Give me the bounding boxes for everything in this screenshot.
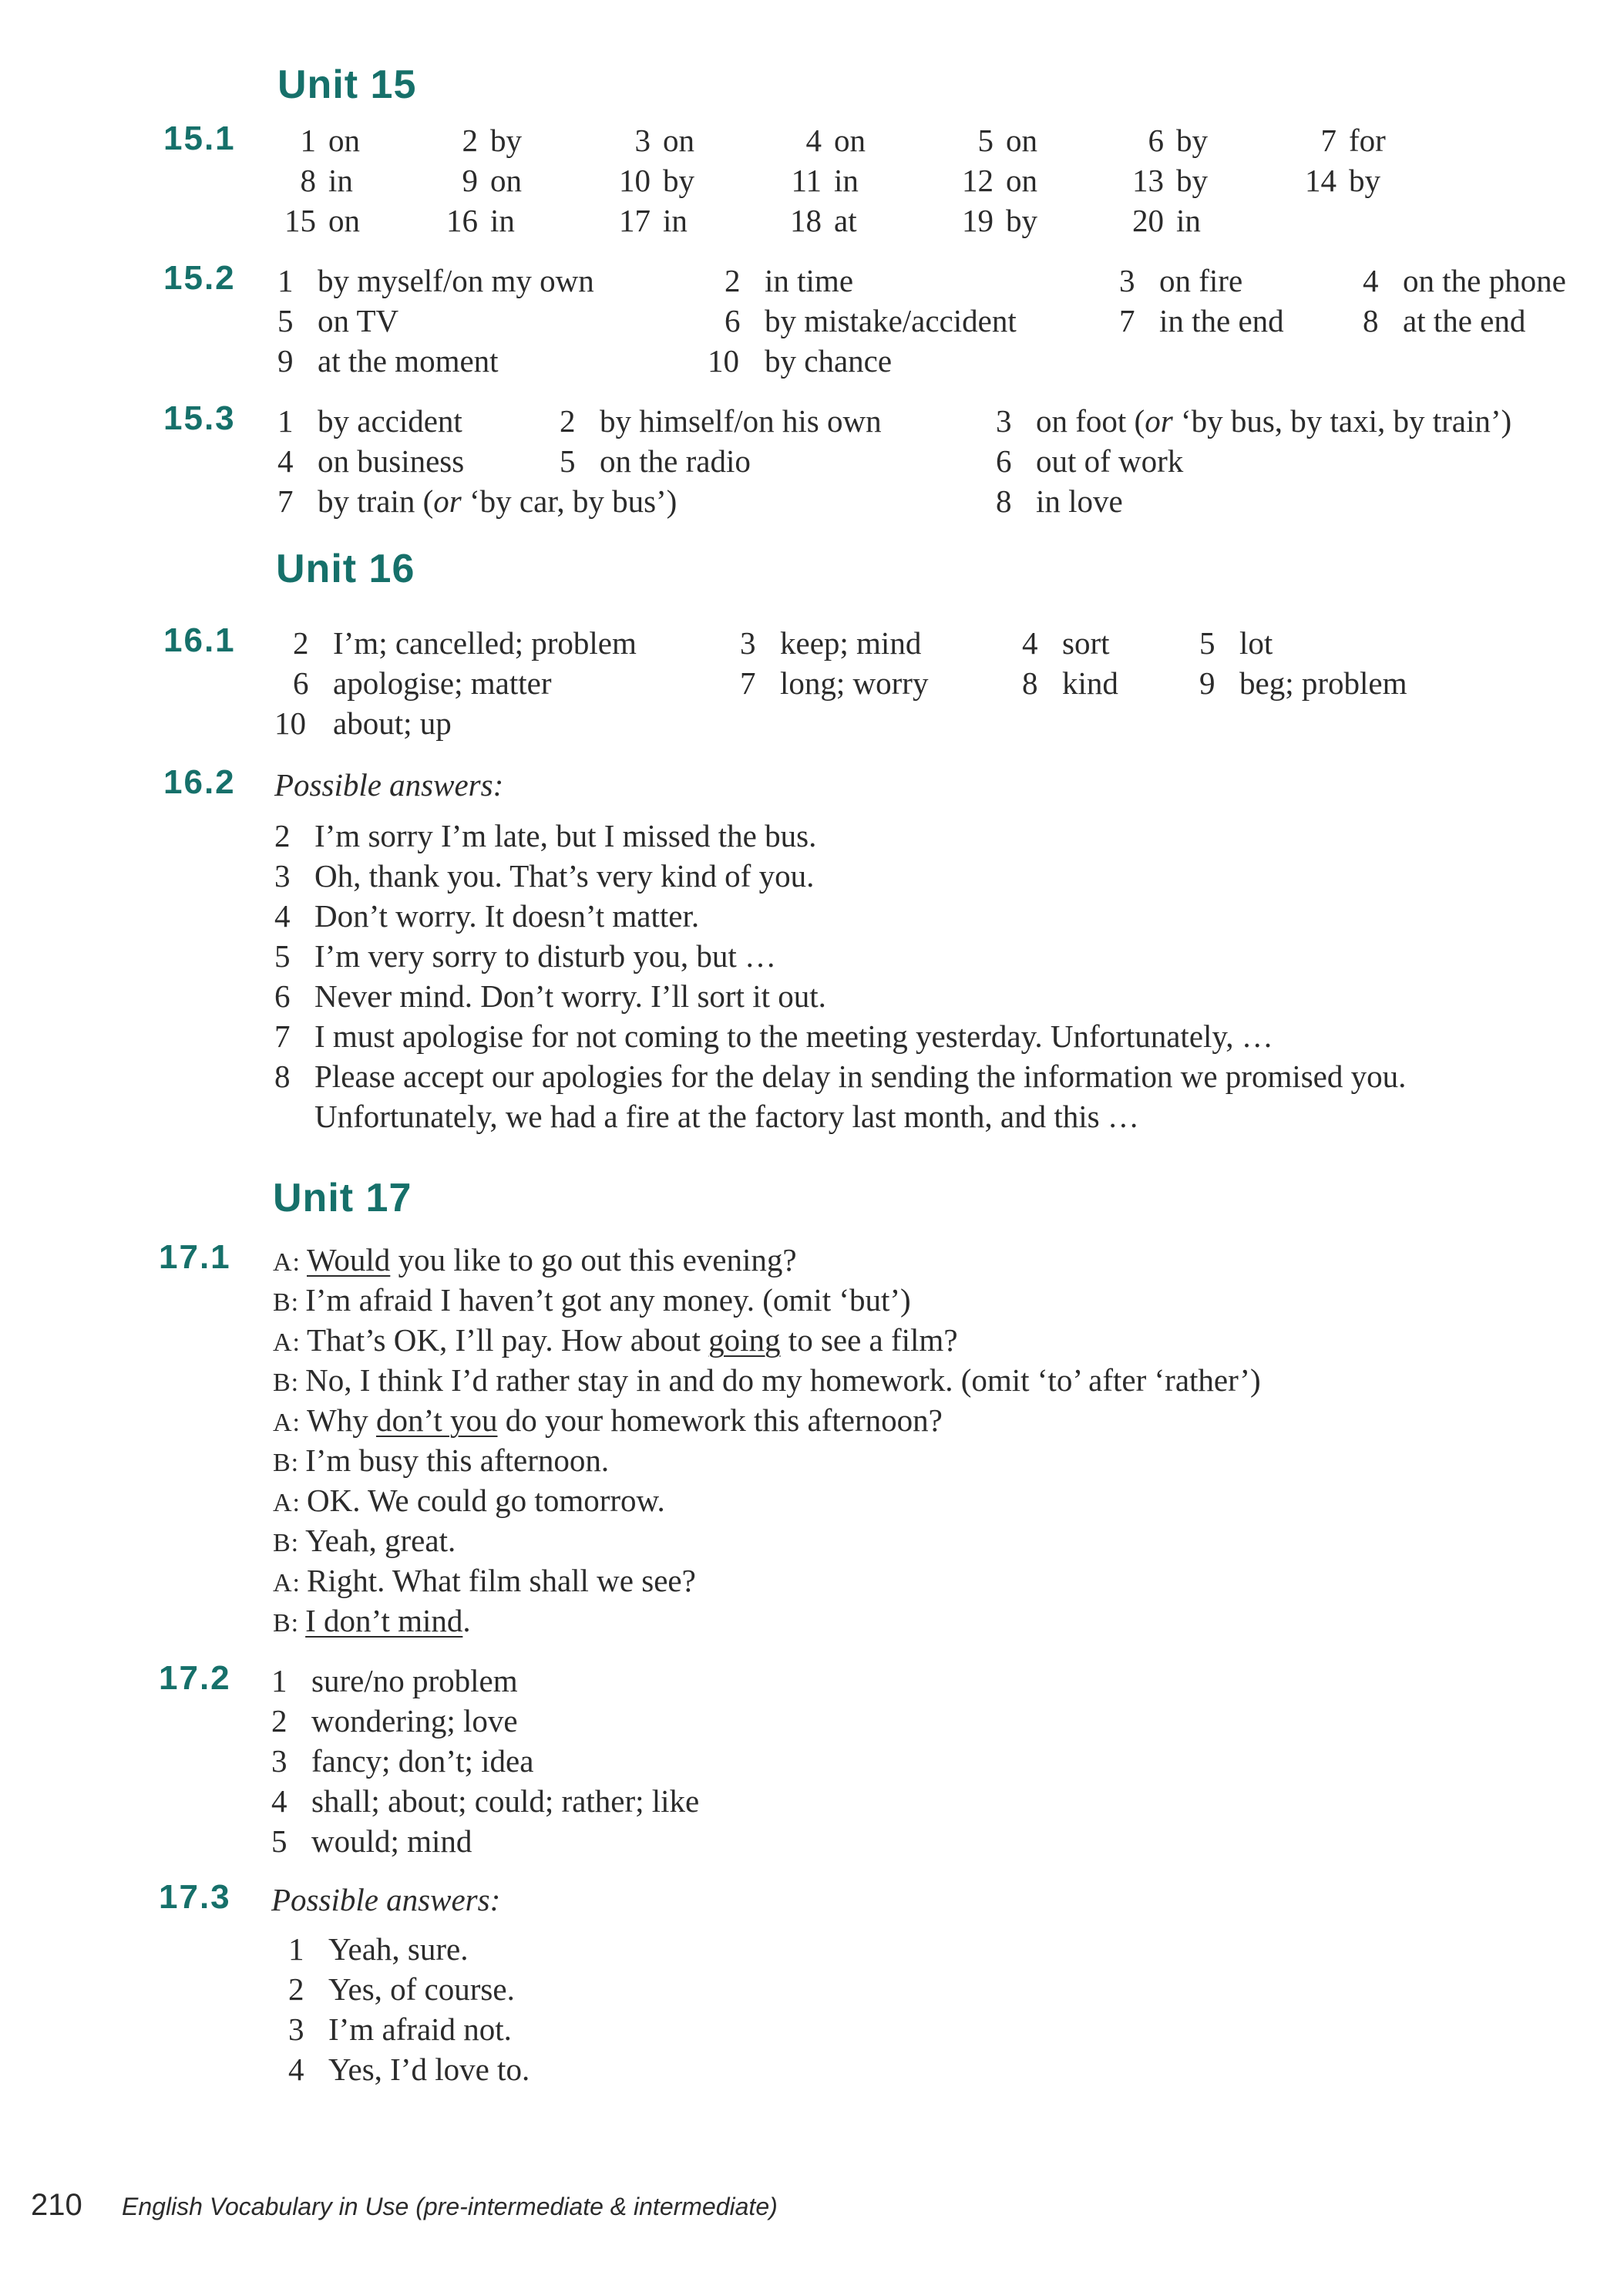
answer-15-2-10: 10 by chance <box>708 343 893 379</box>
answer-15-1-14: 14 by <box>1305 163 1380 198</box>
answer-15-1-2: 2 by <box>462 123 522 158</box>
exercise-label-16-2: 16.2 <box>163 763 236 801</box>
exercise-label-17-2: 17.2 <box>159 1659 231 1697</box>
answer-15-1-19: 19 by <box>962 203 1037 238</box>
dialogue-line-5: A: Why don’t you do your homework this afternoon? <box>273 1402 943 1438</box>
answer-16-1-8: 8 kind <box>1022 665 1118 701</box>
book-title: English Vocabulary in Use (pre-intermediate & intermediate) <box>122 2193 778 2220</box>
dialogue-line-9: A: Right. What film shall we see? <box>273 1563 696 1598</box>
answer-17-2-3: 3 fancy; don’t; idea <box>271 1743 534 1779</box>
answer-17-3-1: 1 Yeah, sure. <box>288 1931 469 1967</box>
answer-16-2-6: 6 Never mind. Don’t worry. I’ll sort it out. <box>274 978 826 1014</box>
answer-16-2-2: 2 I’m sorry I’m late, but I missed the bus. <box>274 818 817 853</box>
answer-17-2-4: 4 shall; about; could; rather; like <box>271 1783 700 1819</box>
answer-16-2-7: 7 I must apologise for not coming to the meeting yesterday. Unfortunately, … <box>274 1018 1273 1054</box>
answer-15-1-13: 13 by <box>1132 163 1208 198</box>
answer-16-1-10: 10 about; up <box>274 705 452 741</box>
dialogue-line-4: B: No, I think I’d rather stay in and do my homework. (omit ‘to’ after ‘rather’) <box>273 1362 1261 1398</box>
answer-16-1-5: 5 lot <box>1199 625 1273 661</box>
exercise-16-2-intro: Possible answers: <box>274 767 504 803</box>
page-number: 210 <box>31 2188 82 2222</box>
answer-15-1-1: 1 on <box>300 123 360 158</box>
answer-15-1-12: 12 on <box>962 163 1037 198</box>
answer-17-3-2: 2 Yes, of course. <box>288 1971 515 2007</box>
answer-17-2-2: 2 wondering; love <box>271 1703 518 1739</box>
unit-16-heading: Unit 16 <box>276 547 415 591</box>
answer-15-2-5: 5 on TV <box>277 303 399 338</box>
answer-15-1-9: 9 on <box>462 163 522 198</box>
dialogue-line-2: B: I’m afraid I haven’t got any money. (omit ‘but’) <box>273 1282 911 1318</box>
answer-15-2-8: 8 at the end <box>1363 303 1526 338</box>
unit-15-heading: Unit 15 <box>277 62 417 107</box>
answer-15-1-4: 4 on <box>805 123 866 158</box>
exercise-label-16-1: 16.1 <box>163 621 236 659</box>
answer-16-2-8-continued: Unfortunately, we had a fire at the factory last month, and this … <box>314 1099 1139 1134</box>
answer-15-1-6: 6 by <box>1148 123 1208 158</box>
answer-15-1-10: 10 by <box>619 163 694 198</box>
answer-16-1-9: 9 beg; problem <box>1199 665 1407 701</box>
answer-15-1-20: 20 in <box>1132 203 1201 238</box>
answer-15-2-7: 7 in the end <box>1119 303 1284 338</box>
exercise-label-15-1: 15.1 <box>163 119 236 157</box>
answer-16-2-4: 4 Don’t worry. It doesn’t matter. <box>274 898 700 934</box>
answer-15-3-8: 8 in love <box>996 483 1123 519</box>
answer-15-3-2: 2 by himself/on his own <box>560 403 882 439</box>
answer-15-3-3: 3 on foot (or ‘by bus, by taxi, by train’) <box>996 403 1512 439</box>
dialogue-line-7: A: OK. We could go tomorrow. <box>273 1483 665 1518</box>
unit-17-heading: Unit 17 <box>273 1176 412 1220</box>
answer-16-1-7: 7 long; worry <box>740 665 929 701</box>
answer-15-3-4: 4 on business <box>277 443 465 479</box>
answer-15-1-16: 16 in <box>446 203 515 238</box>
answer-15-2-6: 6 by mistake/accident <box>725 303 1017 338</box>
exercise-label-15-2: 15.2 <box>163 259 236 297</box>
answer-15-1-11: 11 in <box>791 163 859 198</box>
answer-16-1-3: 3 keep; mind <box>740 625 922 661</box>
exercise-label-17-1: 17.1 <box>159 1238 231 1276</box>
exercise-17-3-intro: Possible answers: <box>271 1882 501 1917</box>
answer-15-1-5: 5 on <box>977 123 1037 158</box>
answer-17-3-3: 3 I’m afraid not. <box>288 2011 512 2047</box>
answer-15-1-7: 7 for <box>1320 123 1386 158</box>
dialogue-line-8: B: Yeah, great. <box>273 1523 456 1558</box>
dialogue-line-3: A: That’s OK, I’ll pay. How about going to see a film? <box>273 1322 958 1358</box>
answer-15-2-2: 2 in time <box>725 263 854 298</box>
answer-15-1-17: 17 in <box>619 203 688 238</box>
answer-17-3-4: 4 Yes, I’d love to. <box>288 2052 530 2087</box>
answer-15-2-3: 3 on fire <box>1119 263 1243 298</box>
answer-15-1-3: 3 on <box>634 123 694 158</box>
exercise-label-17-3: 17.3 <box>159 1878 231 1916</box>
answer-15-2-4: 4 on the phone <box>1363 263 1566 298</box>
answer-16-1-6: 6 apologise; matter <box>293 665 552 701</box>
answer-16-2-5: 5 I’m very sorry to disturb you, but … <box>274 938 776 974</box>
answer-17-2-5: 5 would; mind <box>271 1823 472 1859</box>
answer-15-2-9: 9 at the moment <box>277 343 499 379</box>
dialogue-line-1: A: Would you like to go out this evening? <box>273 1242 797 1277</box>
dialogue-line-10: B: I don’t mind. <box>273 1603 471 1638</box>
answer-15-2-1: 1 by myself/on my own <box>277 263 594 298</box>
answer-15-1-8: 8 in <box>300 163 353 198</box>
answer-15-1-18: 18 at <box>790 203 857 238</box>
dialogue-line-6: B: I’m busy this afternoon. <box>273 1442 610 1478</box>
answer-15-3-6: 6 out of work <box>996 443 1184 479</box>
answer-16-2-3: 3 Oh, thank you. That’s very kind of you. <box>274 858 815 894</box>
answer-16-1-4: 4 sort <box>1022 625 1110 661</box>
answer-15-3-7: 7 by train (or ‘by car, by bus’) <box>277 483 678 519</box>
answer-15-3-5: 5 on the radio <box>560 443 751 479</box>
answer-16-1-2: 2 I’m; cancelled; problem <box>293 625 637 661</box>
answer-16-2-8: 8 Please accept our apologies for the delay in sending the information we promised you. <box>274 1059 1407 1094</box>
exercise-label-15-3: 15.3 <box>163 399 236 437</box>
answer-17-2-1: 1 sure/no problem <box>271 1663 518 1698</box>
answer-15-3-1: 1 by accident <box>277 403 462 439</box>
answer-15-1-15: 15 on <box>284 203 360 238</box>
